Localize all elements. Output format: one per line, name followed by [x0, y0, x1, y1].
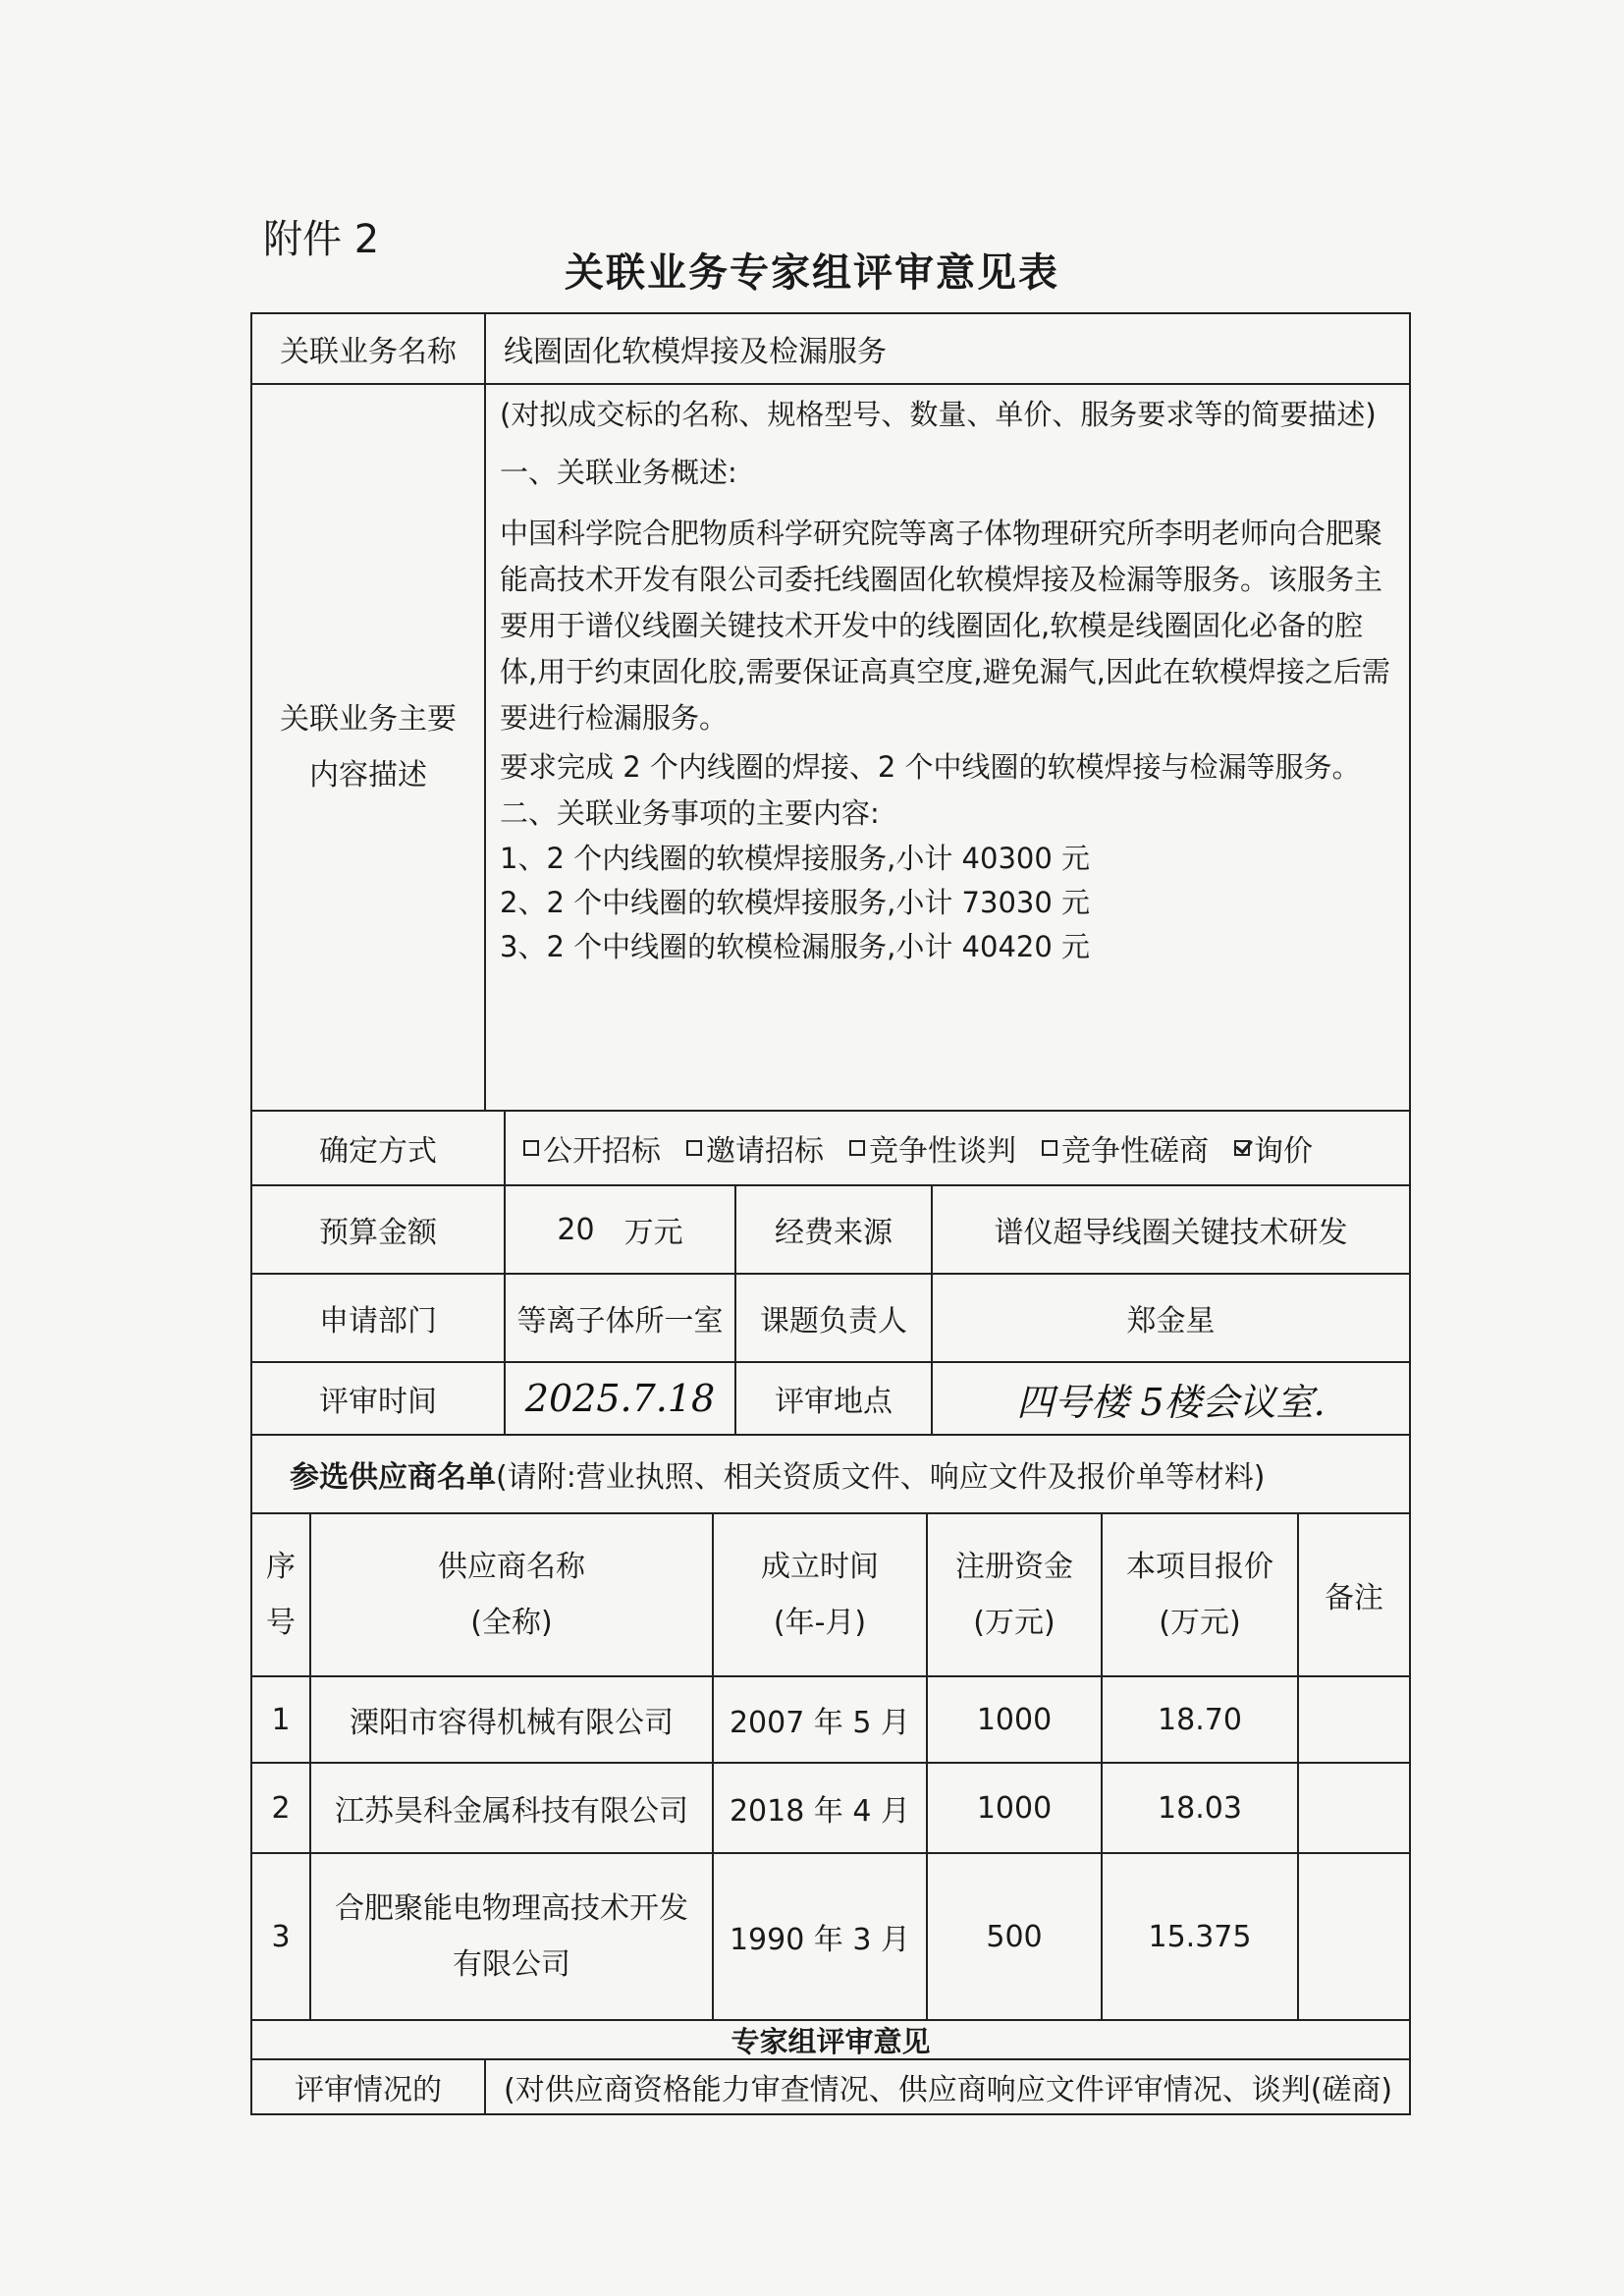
service-item: 3、2 个中线圈的软模检漏服务,小计 40420 元 [500, 929, 1091, 963]
supplier-name: 合肥聚能电物理高技术开发 有限公司 [311, 1854, 714, 2019]
founded-date: 2018 年 4 月 [714, 1764, 928, 1852]
main-content-label [252, 385, 486, 1110]
main-content-description [486, 385, 1409, 1110]
review-time-value: 2025.7.18 [506, 1363, 736, 1434]
review-form [250, 312, 1411, 2115]
table-row [252, 1677, 1409, 1764]
project-quote: 15.375 [1103, 1854, 1299, 2019]
registered-capital: 1000 [928, 1764, 1103, 1852]
row-no: 2 [252, 1764, 311, 1852]
review-place-value: 四号楼 5楼会议室. [1016, 1380, 1326, 1424]
attachment-label: 附件 2 [263, 217, 380, 262]
row-expert-opinion [252, 2060, 1409, 2113]
leader-label: 课题负责人 [736, 1275, 933, 1361]
project-quote: 18.70 [1103, 1677, 1299, 1762]
row-budget [252, 1186, 1409, 1275]
method-option-invite[interactable]: 邀请招标 [686, 1126, 824, 1170]
checkbox-icon [523, 1140, 539, 1156]
department-label: 申请部门 [252, 1275, 506, 1361]
col-header-no: 序 号 [252, 1514, 311, 1675]
funding-label: 经费来源 [736, 1186, 933, 1273]
col-header-note: 备注 [1325, 1581, 1383, 1615]
section2-heading: 二、关联业务事项的主要内容: [500, 796, 880, 831]
row-review-time [252, 1363, 1409, 1436]
funding-value: 谱仪超导线圈关键技术研发 [994, 1216, 1348, 1250]
method-option-public[interactable]: 公开招标 [523, 1126, 661, 1170]
supplier-name: 江苏昊科金属科技有限公司 [311, 1764, 714, 1852]
section1-requirement: 要求完成 2 个内线圈的焊接、2 个中线圈的软模焊接与检漏等服务。 [500, 750, 1361, 785]
leader-value: 郑金星 [1126, 1304, 1216, 1339]
row-department [252, 1275, 1409, 1363]
row-method [252, 1112, 1409, 1186]
checked-checkbox-icon [1234, 1140, 1250, 1156]
description-hint: (对拟成交标的名称、规格型号、数量、单价、服务要求等的简要描述) [500, 398, 1377, 431]
expert-opinion-heading: 专家组评审意见 [731, 2024, 931, 2058]
suppliers-heading [252, 1436, 1409, 1512]
checkbox-icon [1042, 1140, 1057, 1156]
method-label: 确定方式 [252, 1112, 506, 1184]
col-header-quote: 本项目报价 (万元) [1103, 1514, 1299, 1675]
budget-amount-value: 20 [557, 1212, 595, 1247]
method-option-negotiation[interactable]: 竞争性谈判 [849, 1126, 1016, 1170]
table-row [252, 1854, 1409, 2021]
founded-date: 2007 年 5 月 [714, 1677, 928, 1762]
service-item: 2、2 个中线圈的软模焊接服务,小计 73030 元 [500, 885, 1091, 919]
row-main-content [252, 385, 1409, 1112]
col-header-founded: 成立时间 (年-月) [714, 1514, 928, 1675]
method-option-consultation[interactable]: 竞争性磋商 [1042, 1126, 1209, 1170]
row-no: 3 [252, 1854, 311, 2019]
project-quote: 18.03 [1103, 1764, 1299, 1852]
review-time-label: 评审时间 [252, 1363, 506, 1434]
founded-date: 1990 年 3 月 [714, 1854, 928, 2019]
business-name-value: 线圈固化软模焊接及检漏服务 [504, 335, 887, 369]
checkbox-icon [686, 1140, 702, 1156]
department-value: 等离子体所一室 [506, 1275, 736, 1361]
row-note [1299, 1677, 1409, 1762]
method-option-inquiry[interactable]: 询价 [1234, 1126, 1313, 1170]
budget-label: 预算金额 [252, 1186, 506, 1273]
table-row [252, 1764, 1409, 1854]
row-suppliers-heading [252, 1436, 1409, 1514]
budget-amount [506, 1186, 736, 1273]
section1-text: 中国科学院合肥物质科学研究院等离子体物理研究所李明老师向合肥聚能高技术开发有限公司委托线圈固化软模焊接及检漏等服务。该服务主要用于谱仪线圈关键技术开发中的线圈固化,软模是线圈固化必备的腔体,用于约束固化胶,需要保证高真空度,避免漏气,因此在软模焊接之后需要进行检漏服务。 [500, 517, 1390, 736]
service-item: 1、2 个内线圈的软模焊接服务,小计 40300 元 [500, 841, 1091, 875]
row-note [1299, 1764, 1409, 1852]
row-business-name [252, 314, 1409, 385]
col-header-capital: 注册资金 (万元) [928, 1514, 1103, 1675]
checkbox-icon [849, 1140, 865, 1156]
supplier-name: 溧阳市容得机械有限公司 [311, 1677, 714, 1762]
row-no: 1 [252, 1677, 311, 1762]
section1-heading: 一、关联业务概述: [500, 456, 737, 490]
budget-amount-unit: 万元 [623, 1216, 683, 1250]
registered-capital: 1000 [928, 1677, 1103, 1762]
row-expert-heading [252, 2021, 1409, 2060]
review-place-label: 评审地点 [736, 1363, 933, 1434]
row-note [1299, 1854, 1409, 2019]
suppliers-heading-note: (请附:营业执照、相关资质文件、响应文件及报价单等材料) [496, 1460, 1266, 1495]
expert-row-text: (对供应商资格能力审查情况、供应商响应文件评审情况、谈判(磋商) [504, 2073, 1393, 2107]
supplier-table-header [252, 1514, 1409, 1677]
suppliers-heading-bold: 参选供应商名单 [290, 1460, 496, 1495]
col-header-name: 供应商名称 (全称) [311, 1514, 714, 1675]
main-content-label-line1: 关联业务主要 [280, 702, 457, 737]
document-title: 关联业务专家组评审意见表 [565, 250, 1059, 296]
business-name-label: 关联业务名称 [252, 314, 486, 383]
main-content-label-line2: 内容描述 [309, 758, 427, 793]
registered-capital: 500 [928, 1854, 1103, 2019]
method-options [506, 1112, 1409, 1184]
expert-row-label: 评审情况的 [252, 2060, 486, 2113]
